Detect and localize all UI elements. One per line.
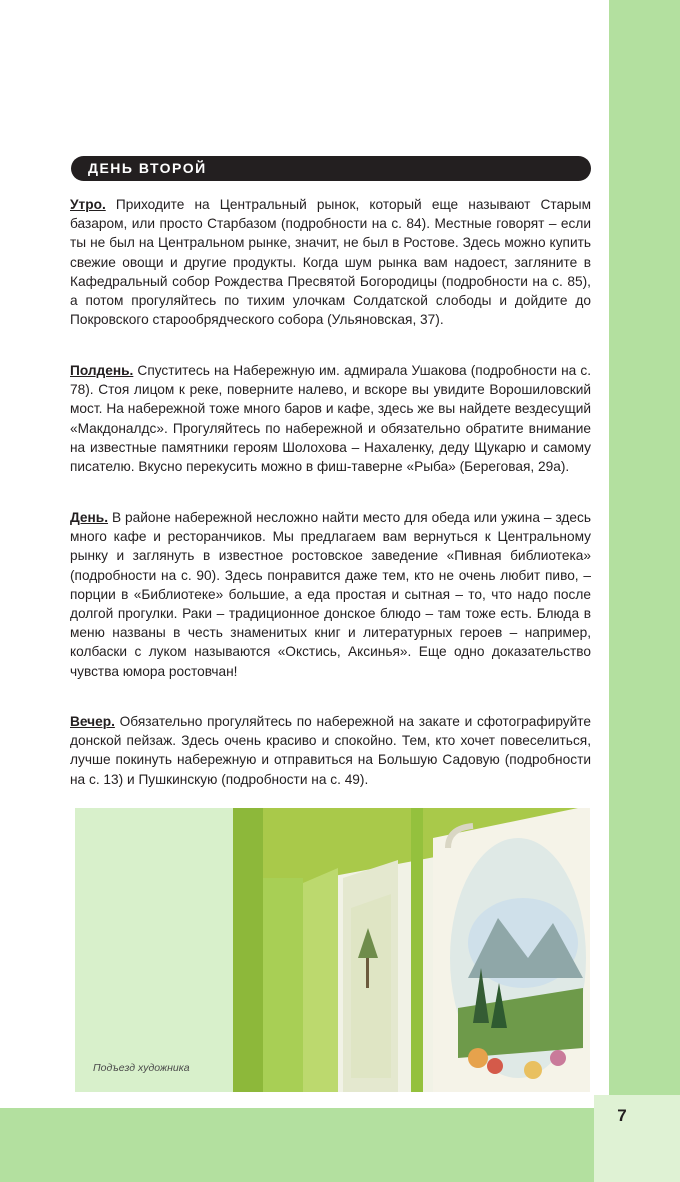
- photo-caption: Подъезд художника: [93, 1062, 190, 1074]
- paragraph-lead: Полдень.: [70, 363, 134, 378]
- bottom-color-band: [0, 1108, 680, 1182]
- page-number: 7: [617, 1106, 627, 1125]
- paragraph-lead: Вечер.: [70, 714, 115, 729]
- paragraph-lead: День.: [70, 510, 109, 525]
- paragraph-noon: [70, 361, 591, 476]
- paragraph-text: В районе набережной несложно найти место для обеда или ужина – здесь много кафе и ресторанчиков. Мы предлагаем вам вернуться к Центральному рынку и заглянуть в известное ростовское заведение «Пивная библиотека» (подробности на с. 90). Здесь понравится даже тем, кто не очень любит пиво, – порции в «Библиотеке» большие, а еда простая и сытная – то, что надо после долгой прогулки. Раки – традиционное донское блюдо – там тоже есть. Блюда в меню названы в честь знаменитых книг и литературных героев – например, колбаски с луком называются «Окстись, Аксинья». Еще одно доказательство чувства юмора ростовчан!: [70, 510, 591, 679]
- paragraph-text: Приходите на Центральный рынок, который еще называют Старым базаром, или просто Старбазом (подробности на с. 84). Местные говорят – если ты не был на Центральном рынке, значит, не был в Ростове. Здесь можно купить свежие овощи и другие продукты. Когда шум рынка вам надоест, загляните в Кафедральный собор Рождества Пресвятой Богородицы (подробности на с. 85), а потом прогуляйтесь по тихим улочкам Солдатской слободы и дойдите до Покровского старообрядческого собора (Ульяновская, 37).: [70, 197, 591, 328]
- right-color-band: [609, 0, 680, 1108]
- paragraph-day: [70, 508, 591, 681]
- caption-panel: [75, 808, 233, 1092]
- paragraph-text: Обязательно прогуляйтесь по набережной на закате и сфотографируйте донской пейзаж. Здесь очень красиво и спокойно. Тем, кто хочет повеселиться, лучше покинуть набережную и отправиться на Большую Садовую (подробности на с. 13) и Пушкинскую (подробности на с. 49).: [70, 714, 591, 787]
- section-title: ДЕНЬ ВТОРОЙ: [88, 160, 207, 176]
- paragraph-lead: Утро.: [70, 197, 106, 212]
- artist-entrance-photo: [233, 808, 590, 1092]
- paragraph-evening: [70, 712, 591, 789]
- page-number-box: [594, 1095, 680, 1182]
- paragraph-morning: [70, 195, 591, 329]
- paragraph-text: Спуститесь на Набережную им. адмирала Ушакова (подробности на с. 78). Стоя лицом к реке, поверните налево, и вскоре вы увидите Ворошиловский мост. На набережной тоже много баров и кафе, здесь же вы найдете вездесущий «Макдоналдс». Прогуляйтесь по набережной и обязательно обратите внимание на известные памятники героям Шолохова – Нахаленку, деду Щукарю и самому писателю. Вкусно перекусить можно в фиш-таверне «Рыба» (Береговая, 29а).: [70, 363, 591, 475]
